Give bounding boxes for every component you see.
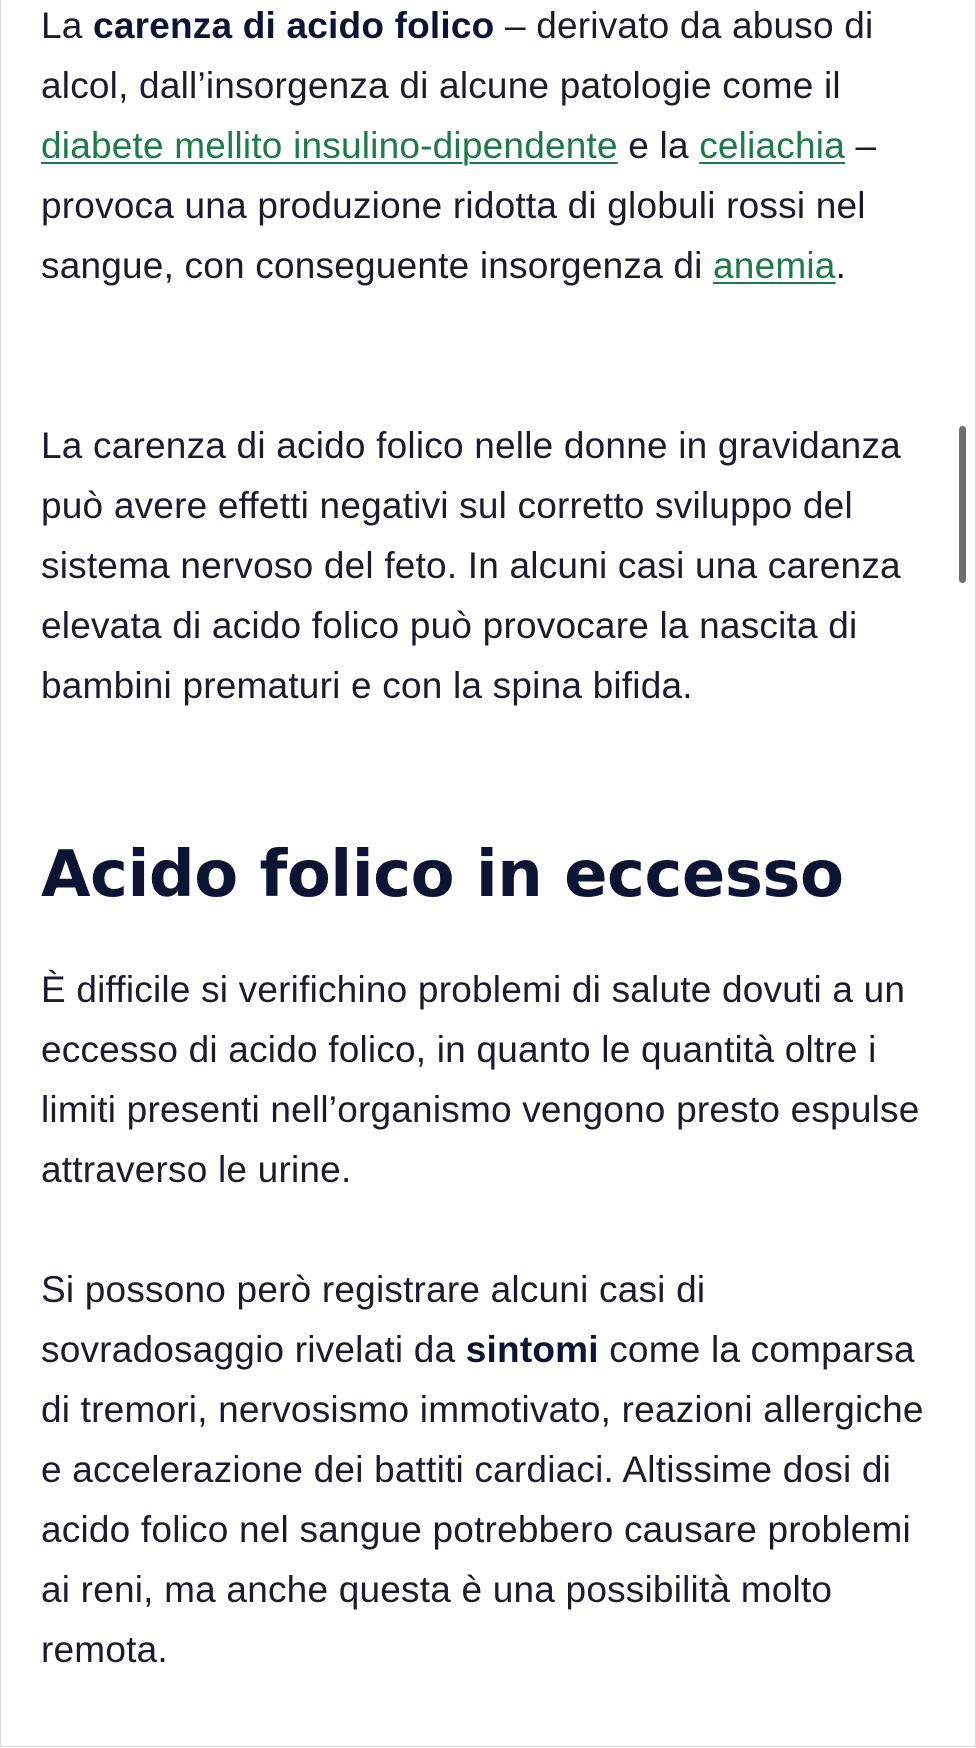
para1-text-5: . — [835, 245, 847, 286]
paragraph-overdose — [41, 1260, 941, 1680]
section-heading: Acido folico in eccesso — [41, 838, 844, 912]
para4-text-2: come la comparsa di tremori, nervosismo immotivato, reazioni allergiche e accelerazione dei battiti cardiaci. Altissime dosi di acido folico nel sangue potrebbero causare problemi ai reni, ma anche questa è una possibilità molto remota. — [41, 1329, 924, 1670]
paragraph-folic-deficiency — [41, 0, 941, 296]
paragraph-pregnancy: La carenza di acido folico nelle donne in gravidanza può avere effetti negativi sul corretto sviluppo del sistema nervoso del feto. In alcuni casi una carenza elevata di acido folico può provocare la nascita di bambini prematuri e con la spina bifida. — [41, 425, 901, 706]
para1-text-1: La — [41, 5, 94, 46]
para4-text-1: Si possono però registrare alcuni casi di sovradosaggio rivelati da — [41, 1269, 706, 1370]
paragraph-excess: È difficile si verifichino problemi di salute dovuti a un eccesso di acido folico, in quanto le quantità oltre i limiti presenti nell’organismo vengono presto espulse attraverso le urine. — [41, 969, 920, 1190]
para1-text-2: – derivato da abuso di alcol, dall’insorgenza di alcune patologie come il — [41, 5, 874, 106]
link-diabete[interactable]: diabete mellito insulino-dipendente — [41, 125, 618, 166]
link-celiachia[interactable]: celiachia — [699, 125, 845, 166]
para1-text-4: – provoca una produzione ridotta di globuli rossi nel sangue, con conseguente insorgenza di — [41, 125, 877, 286]
para1-bold-term: carenza di acido folico — [93, 5, 495, 46]
para1-text-3: e la — [617, 125, 700, 166]
scrollbar-thumb[interactable] — [959, 426, 966, 583]
link-anemia[interactable]: anemia — [713, 245, 836, 286]
para4-bold-term: sintomi — [465, 1329, 599, 1370]
